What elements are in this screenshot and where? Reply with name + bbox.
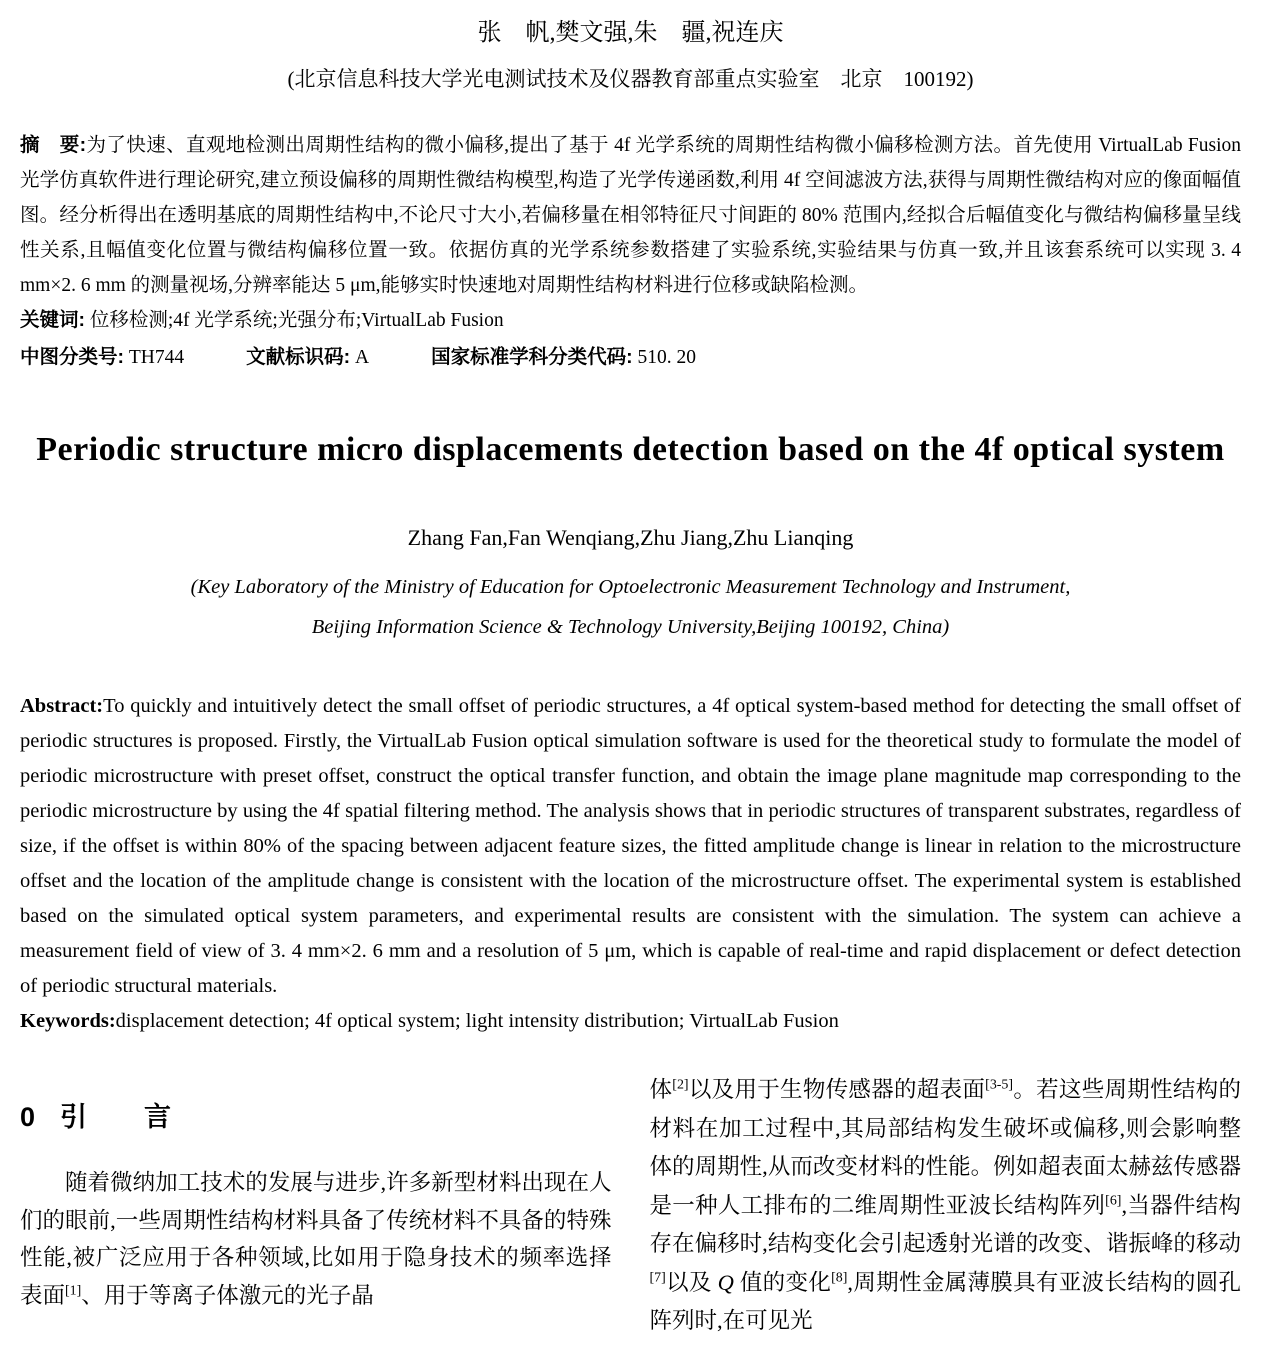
national-standard-code (431, 347, 696, 368)
clc-number (20, 347, 184, 368)
section-number: 0 (20, 1102, 37, 1132)
section-heading-introduction (20, 1095, 612, 1134)
document-code (246, 347, 369, 368)
clc-number-label: 中图分类号: (20, 346, 124, 368)
section-title: 引 言 (60, 1102, 173, 1132)
keywords-chinese-text: 位移检测;4f 光学系统;光强分布;VirtualLab Fusion (85, 310, 504, 331)
introduction-paragraph-right: 体[2]以及用于生物传感器的超表面[3-5]。若这些周期性结构的材料在加工过程中,其局部结构发生破坏或偏移,则会影响整体的周期性,从而改变材料的性能。例如超表面太赫兹传感器是一种人工排布的二维周期性亚波长结构阵列[6],当器件结构存在偏移时,结构变化会引起透射光谱的改变、谐振峰的移动[7]以及 Q 值的变化[8],周期性金属薄膜具有亚波长结构的圆孔阵列时,在可见光 (649, 1077, 1241, 1333)
title-english: Periodic structure micro displacements detection based on the 4f optical system (36, 431, 1225, 468)
abstract-english-label: Abstract: (20, 695, 104, 717)
abstract-chinese-label: 摘 要: (20, 134, 87, 156)
introduction-paragraph-left: 随着微纳加工技术的发展与进步,许多新型材料出现在人们的眼前,一些周期性结构材料具备了传统材料不具备的特殊性能,被广泛应用于各种领域,比如用于隐身技术的频率选择表面[1]、用于等离子体激元的光子晶 (20, 1170, 612, 1308)
keywords-chinese-label: 关键词: (20, 309, 85, 331)
national-standard-code-value: 510. 20 (632, 347, 696, 368)
left-column (20, 1069, 612, 1341)
classification-line (20, 338, 1241, 377)
keywords-english-text: displacement detection; 4f optical system; light intensity distribution; VirtualLab Fusion (115, 1010, 839, 1032)
abstract-chinese (20, 128, 1241, 303)
clc-number-value: TH744 (124, 347, 185, 368)
keywords-chinese (20, 303, 1241, 338)
keywords-english-label: Keywords: (20, 1010, 116, 1032)
authors-chinese: 张 帆,樊文强,朱 疆,祝连庆 (477, 20, 784, 46)
two-column-body (20, 1069, 1241, 1341)
abstract-chinese-text: 为了快速、直观地检测出周期性结构的微小偏移,提出了基于 4f 光学系统的周期性结构微小偏移检测方法。首先使用 VirtualLab Fusion 光学仿真软件进行理论研究,建立预设偏移的周期性微结构模型,构造了光学传递函数,利用 4f 空间滤波方法,获得与周期性微结构对应的像面幅值图。经分析得出在透明基底的周期性结构中,不论尺寸大小,若偏移量在相邻特征尺寸间距的 80% 范围内,经拟合后幅值变化与微结构偏移量呈线性关系,且幅值变化位置与微结构偏移位置一致。依据仿真的光学系统参数搭建了实验系统,实验结果与仿真一致,并且该套系统可以实现 3. 4 mm×2. 6 mm 的测量视场,分辨率能达 5 μm,能够实时快速地对周期性结构材料进行位移或缺陷检测。 (20, 135, 1241, 296)
abstract-english (20, 689, 1241, 1004)
national-standard-code-label: 国家标准学科分类代码: (431, 346, 633, 368)
right-column (650, 1069, 1242, 1341)
abstract-english-text: To quickly and intuitively detect the small offset of periodic structures, a 4f optical system-based method for detecting the small offset of periodic structures is proposed. Firstly, the VirtualLab Fusion optical simulation software is used for the theoretical study to formulate the model of periodic microstructure with preset offset, construct the optical transfer function, and obtain the image plane magnitude map corresponding to the periodic microstructure by using the 4f spatial filtering method. The analysis shows that in periodic structures of transparent substrates, regardless of size, if the offset is within 80% of the spacing between adjacent feature sizes, the fitted amplitude change is linear in relation to the microstructure offset and the location of the amplitude change is consistent with the location of the microstructure offset. The experimental system is established based on the simulated optical system parameters, and experimental results are consistent with the simulation. The system can achieve a measurement field of view of 3. 4 mm×2. 6 mm and a resolution of 5 μm, which is capable of real-time and rapid displacement or defect detection of periodic structural materials. (20, 695, 1241, 997)
authors-english: Zhang Fan,Fan Wenqiang,Zhu Jiang,Zhu Lianqing (407, 525, 854, 550)
keywords-english (20, 1004, 1241, 1039)
affiliation-english-line2: Beijing Information Science & Technology University,Beijing 100192, China) (311, 616, 950, 638)
affiliation-chinese: (北京信息科技大学光电测试技术及仪器教育部重点实验室 北京 100192) (287, 67, 974, 91)
document-code-label: 文献标识码: (246, 346, 351, 368)
document-code-value: A (350, 347, 370, 368)
affiliation-english-line1: (Key Laboratory of the Ministry of Education for Optoelectronic Measurement Technology and Instrument, (190, 576, 1071, 598)
